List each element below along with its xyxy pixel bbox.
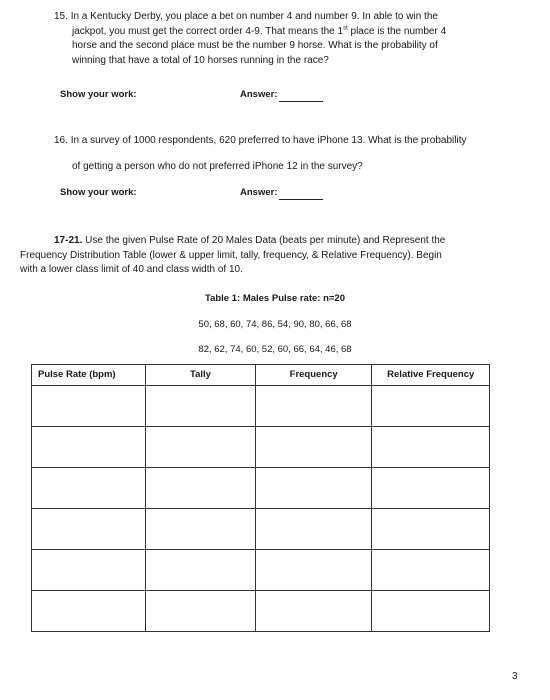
table-cell[interactable]	[146, 591, 256, 632]
table-cell[interactable]	[372, 550, 490, 591]
table-cell[interactable]	[255, 550, 372, 591]
table-row	[32, 550, 490, 591]
table-cell[interactable]	[32, 468, 146, 509]
answer-label: Answer:	[240, 187, 278, 198]
table-row	[32, 591, 490, 632]
question-number: 15.	[54, 11, 68, 22]
question-text-line: of getting a person who do not preferred iPhone 12 in the survey?	[72, 160, 363, 172]
table-cell[interactable]	[372, 427, 490, 468]
answer-blank[interactable]	[279, 190, 323, 200]
table-cell[interactable]	[372, 591, 490, 632]
header-relative-frequency: Relative Frequency	[372, 365, 490, 386]
table-cell[interactable]	[146, 550, 256, 591]
header-tally: Tally	[146, 365, 256, 386]
table-cell[interactable]	[32, 550, 146, 591]
table-cell[interactable]	[255, 386, 372, 427]
table-title: Table 1: Males Pulse rate: n=20	[204, 293, 345, 304]
question-text-line: Use the given Pulse Rate of 20 Males Data (beats per minute) and Represent the	[85, 235, 446, 246]
work-answer-row-15	[60, 88, 360, 102]
table-row	[32, 468, 490, 509]
answer-label: Answer:	[240, 89, 278, 100]
question-number: 16.	[54, 135, 68, 146]
table-cell[interactable]	[372, 468, 490, 509]
table-cell[interactable]	[32, 386, 146, 427]
table-header-row	[32, 365, 490, 386]
question-text-line: horse and the second place must be the number 9 horse. What is the probability of	[72, 40, 438, 51]
table-row	[32, 386, 490, 427]
question-17-21	[20, 234, 518, 278]
question-text-line: In a survey of 1000 respondents, 620 preferred to have iPhone 13. What is the probability	[70, 135, 467, 146]
pulse-data-line: 82, 62, 74, 60, 52, 60, 66, 64, 46, 68	[198, 344, 352, 355]
show-work-label: Show your work:	[60, 89, 137, 100]
table-cell[interactable]	[255, 427, 372, 468]
question-text-line: jackpot, you must get the correct order 4-9. That means the 1	[72, 25, 344, 37]
pulse-data-line: 50, 68, 60, 74, 86, 54, 90, 80, 66, 68	[198, 319, 352, 330]
table-cell[interactable]	[372, 386, 490, 427]
frequency-distribution-table	[31, 364, 490, 632]
question-text-line: place is the number 4	[347, 25, 447, 37]
question-text-line: winning that have a total of 10 horses running in the race?	[72, 54, 329, 66]
table-cell[interactable]	[146, 427, 256, 468]
table-cell[interactable]	[372, 509, 490, 550]
show-work-label: Show your work:	[60, 187, 137, 198]
work-answer-row-16	[60, 186, 360, 200]
question-text-line: In a Kentucky Derby, you place a bet on number 4 and number 9. In able to win the	[70, 11, 438, 22]
table-cell[interactable]	[255, 591, 372, 632]
table-cell[interactable]	[32, 427, 146, 468]
header-pulse-rate: Pulse Rate (bpm)	[32, 365, 146, 386]
question-text-line: Frequency Distribution Table (lower & upper limit, tally, frequency, & Relative Frequency). Begin	[20, 249, 442, 261]
table-cell[interactable]	[255, 468, 372, 509]
table-cell[interactable]	[146, 386, 256, 427]
question-16	[54, 134, 514, 182]
table-row	[32, 509, 490, 550]
answer-blank[interactable]	[279, 92, 323, 102]
table-cell[interactable]	[32, 509, 146, 550]
header-frequency: Frequency	[255, 365, 372, 386]
table-cell[interactable]	[146, 509, 256, 550]
table-row	[32, 427, 490, 468]
question-text-line: with a lower class limit of 40 and class width of 10.	[20, 264, 243, 275]
question-number: 17-21.	[54, 235, 83, 246]
table-cell[interactable]	[146, 468, 256, 509]
page-number: 3	[512, 671, 518, 682]
question-15	[54, 10, 514, 68]
table-cell[interactable]	[32, 591, 146, 632]
table-cell[interactable]	[255, 509, 372, 550]
ordinal-suffix: st	[343, 25, 348, 32]
